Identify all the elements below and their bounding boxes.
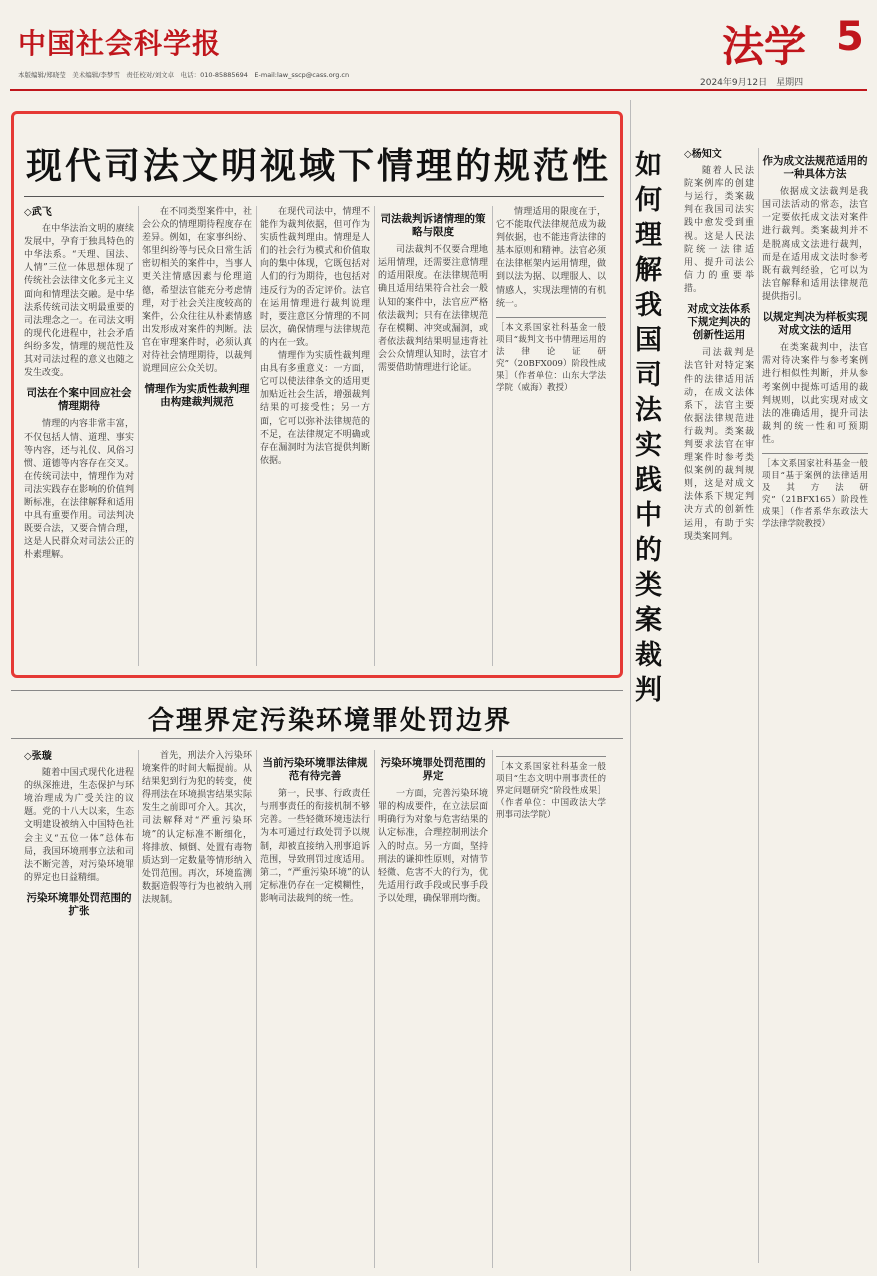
article1-col3 xyxy=(260,206,370,666)
article1-sec1-text2: 在不同类型案件中，社会公众的情理期待程度存在差异。例如，在家事纠纷、邻里纠纷等与民众日常生活密切相关的案件中，当事人更关注情感因素与伦理道德，希望法官能充分考虑情理，对于社会关注度较高的案件，公众往往从朴素情感出发形成对案件的判断。法官在审理案件时，必须认真对待社会情理期待，以裁判说理回应公众关切。 xyxy=(142,207,252,375)
article2-sec2-text: 第一，民事、行政责任与刑事责任的衔接机制不够完善。一些轻微环境违法行为本可通过行政处罚予以规制，却被直接纳入刑事追诉范围，导致刑罚过度适用。第二，“严重污染环境”的认定标准仍存在一定模糊性，影响司法裁判的统一性。 xyxy=(260,789,370,904)
article3-sec3-heading: 以规定判决为样板实现对成文法的适用 xyxy=(762,311,868,337)
masthead-info-line: 本版编辑/郑晓莹 美术编辑/李梦雪 责任校对/刘文卓 电话：010-85885694 E-mail:law_sscp@cass.org.cn xyxy=(18,71,350,79)
article1-col5 xyxy=(496,206,606,666)
article2-col1 xyxy=(24,750,134,1268)
article2-author: ◇张璇 xyxy=(24,751,52,762)
column-rule xyxy=(492,206,493,666)
section-name: 法学 xyxy=(722,22,807,71)
article1-sec2-text1: 在现代司法中，情理不能作为裁判依据，但可作为实质性裁判理由。情理是人们的社会行为模式和价值取向的集中体现，它既包括对人们的行为期待，也包括对违反行为的否定评价。法官在运用情理进行裁判说理时，要注意区分情理的不同层次，确保情理与法律规范的内在一致。 xyxy=(260,207,370,348)
article3-sec2-heading: 作为成文法规范适用的一种具体方法 xyxy=(762,155,868,181)
column-rule xyxy=(138,750,139,1268)
article1-lead: 在中华法治文明的赓续发展中，孕育于独具特色的中华法系。“天理、国法、人情”三位一体思想体现了传统社会法律文化多元主义面向和情理法交融。是中华法系传统司法文明最重要的司法理念之一。在司法文明的现代化进程中，社会矛盾纠纷多发，情理的规范性及其对司法过程的意义也随之发生改变。 xyxy=(24,224,134,379)
article3-title: 如何理解我国司法实践中的类案裁判 xyxy=(635,150,662,706)
column-rule xyxy=(256,750,257,1268)
article2-col3 xyxy=(260,750,370,1268)
article2-title: 合理界定污染环境罪处罚边界 xyxy=(148,706,513,736)
article3-sec1-heading: 对成文法体系下规定判决的创新性运用 xyxy=(687,303,751,342)
article2-sec1-heading: 污染环境罪处罚范围的扩张 xyxy=(26,891,132,918)
article1-sec1-heading: 司法在个案中回应社会情理期待 xyxy=(26,387,132,413)
article1-fund-note: ［本文系国家社科基金一般项目“裁判文书中情理运用的法律论证研究”（20BFX009）阶段性成果］（作者单位：山东大学法学院（威海）教授） xyxy=(496,317,606,394)
article1-sec2-heading: 情理作为实质性裁判理由构建裁判规范 xyxy=(144,383,250,409)
article1-sec3-text2: 情理适用的限度在于，它不能取代法律规范成为裁判依据，也不能违背法律的基本原则和精神。法官必须在法律框架内运用情理，做到以法为据、以理服人、以情感人，实现法理情的有机统一。 xyxy=(496,207,606,309)
column-rule xyxy=(758,148,759,1263)
section-divider xyxy=(11,738,623,739)
column-rule xyxy=(492,750,493,1268)
article3-sec1-text: 司法裁判是法官针对特定案件的法律适用活动，在成文法体系下，法官主要依据法律规范进行裁判。类案裁判要求法官在审理案件时参考类似案例的裁判规则，这是对成文法体系下规定判决方式的创新性运用，有助于实现类案同判。 xyxy=(684,348,754,542)
article1-sec3-text1: 司法裁判不仅要合理地运用情理，还需要注意情理的适用限度。在法律规范明确且适用结果符合社会一般认知的案件中，法官应严格依法裁判；只有在法律规范存在模糊、冲突或漏洞，或者依法裁判结果明显违背社会公众情理认知时，法官才需要借助情理进行论证。 xyxy=(378,245,488,374)
article3-author: ◇杨知文 xyxy=(684,149,722,160)
article1-sec2-text2: 情理作为实质性裁判理由具有多重意义：一方面，它可以使法律条文的适用更加贴近社会生活，增强裁判结果的可接受性；另一方面，它可以弥补法律规范的不足，在法律规定不明确或存在漏洞时为法官提供判断依据。 xyxy=(260,351,370,466)
article3-sec3-text: 在类案裁判中，法官需对待决案件与参考案例进行相似性判断，并从参考案例中提炼可适用的裁判规则，以此实现对成文法的准确适用，提升司法裁判的统一性和可预期性。 xyxy=(762,343,868,445)
article2-lead: 随着中国式现代化进程的纵深推进，生态保护与环境治理成为广受关注的议题。党的十八大以来，生态文明建设被纳入中国特色社会主义“五位一体”总体布局，我国环境刑事立法和司法不断完善，对污染环境罪的界定也日益精细。 xyxy=(24,768,134,883)
section-divider xyxy=(11,690,623,691)
article2-sec1-text: 首先，刑法介入污染环境案件的时间大幅提前。从结果犯到行为犯的转变，使得刑法在环境损害结果实际发生之前即可介入。其次，司法解释对“严重污染环境”的认定标准不断细化，将排放、倾倒、处置有毒物质达到一定数量等情形纳入处罚范围。再次，环境监测数据造假等行为也被纳入刑法规制。 xyxy=(142,751,252,906)
article2-col5 xyxy=(496,750,606,1268)
article2-sec2-heading: 当前污染环境罪法律规范有待完善 xyxy=(262,757,368,783)
article1-author: ◇武飞 xyxy=(24,207,52,218)
column-rule xyxy=(138,206,139,666)
article1-title: 现代司法文明视域下情理的规范性 xyxy=(26,146,612,187)
column-rule xyxy=(374,750,375,1268)
paper-name: 中国社会科学报 xyxy=(18,27,222,60)
article3-lead: 随着人民法院案例库的创建与运行，类案裁判在我国司法实践中愈发受到重视。这是人民法院统一法律适用、提升司法公信力的重要举措。 xyxy=(684,166,754,294)
article1-col2 xyxy=(142,206,252,666)
article3-col2 xyxy=(762,148,868,1263)
article2-fund-note: ［本文系国家社科基金一般项目“生态文明中刑事责任的界定问题研究”阶段性成果］（作者单位：中国政法大学刑事司法学院） xyxy=(496,756,606,821)
article1-sec1-text1: 情理的内容非常丰富，不仅包括人情、道理、事实等内容，还与礼仪、风俗习惯、道德等内容存在交叉。在传统司法中，情理作为对司法实践存在影响的价值判断标准，在法律解释和适用中具有重要作用。司法判决既要合法，又要合情合理，这是人民群众对司法公正的朴素理解。 xyxy=(24,419,134,561)
article3-col1 xyxy=(684,148,754,1263)
column-rule xyxy=(256,206,257,666)
article1-title-rule xyxy=(24,196,604,197)
column-rule xyxy=(374,206,375,666)
page-number: 5 xyxy=(836,14,864,60)
article3-sec2-text: 依据成文法裁判是我国司法活动的常态，法官一定要依托成文法对案件进行裁判。类案裁判并不是脱离成文法进行裁判，而是在适用成文法时参考既有裁判经验，它可以为法官解释和适用法律规范提供指引。 xyxy=(762,187,868,302)
article2-sec3-text: 一方面，完善污染环境罪的构成要件，在立法层面明确行为对象与危害结果的认定标准，合理控制刑法介入的时点。另一方面，坚持刑法的谦抑性原则，对情节轻微、危害不大的行为，优先适用行政手段或民事手段予以处理，确保罪刑均衡。 xyxy=(378,789,488,904)
article2-col4 xyxy=(378,750,488,1268)
article1-col4 xyxy=(378,206,488,666)
article1-col1 xyxy=(24,206,134,666)
date-line: 2024年9月12日 星期四 xyxy=(700,78,804,88)
article1-sec3-heading: 司法裁判诉诸情理的策略与限度 xyxy=(380,213,486,239)
article3-fund-note: ［本文系国家社科基金一般项目“基于案例的法律适用及其方法研究”（21BFX165）阶段性成果］（作者系华东政法大学法律学院教授） xyxy=(762,453,868,530)
header-rule xyxy=(10,89,867,91)
article2-col2 xyxy=(142,750,252,1268)
article2-sec3-heading: 污染环境罪处罚范围的界定 xyxy=(380,757,486,783)
